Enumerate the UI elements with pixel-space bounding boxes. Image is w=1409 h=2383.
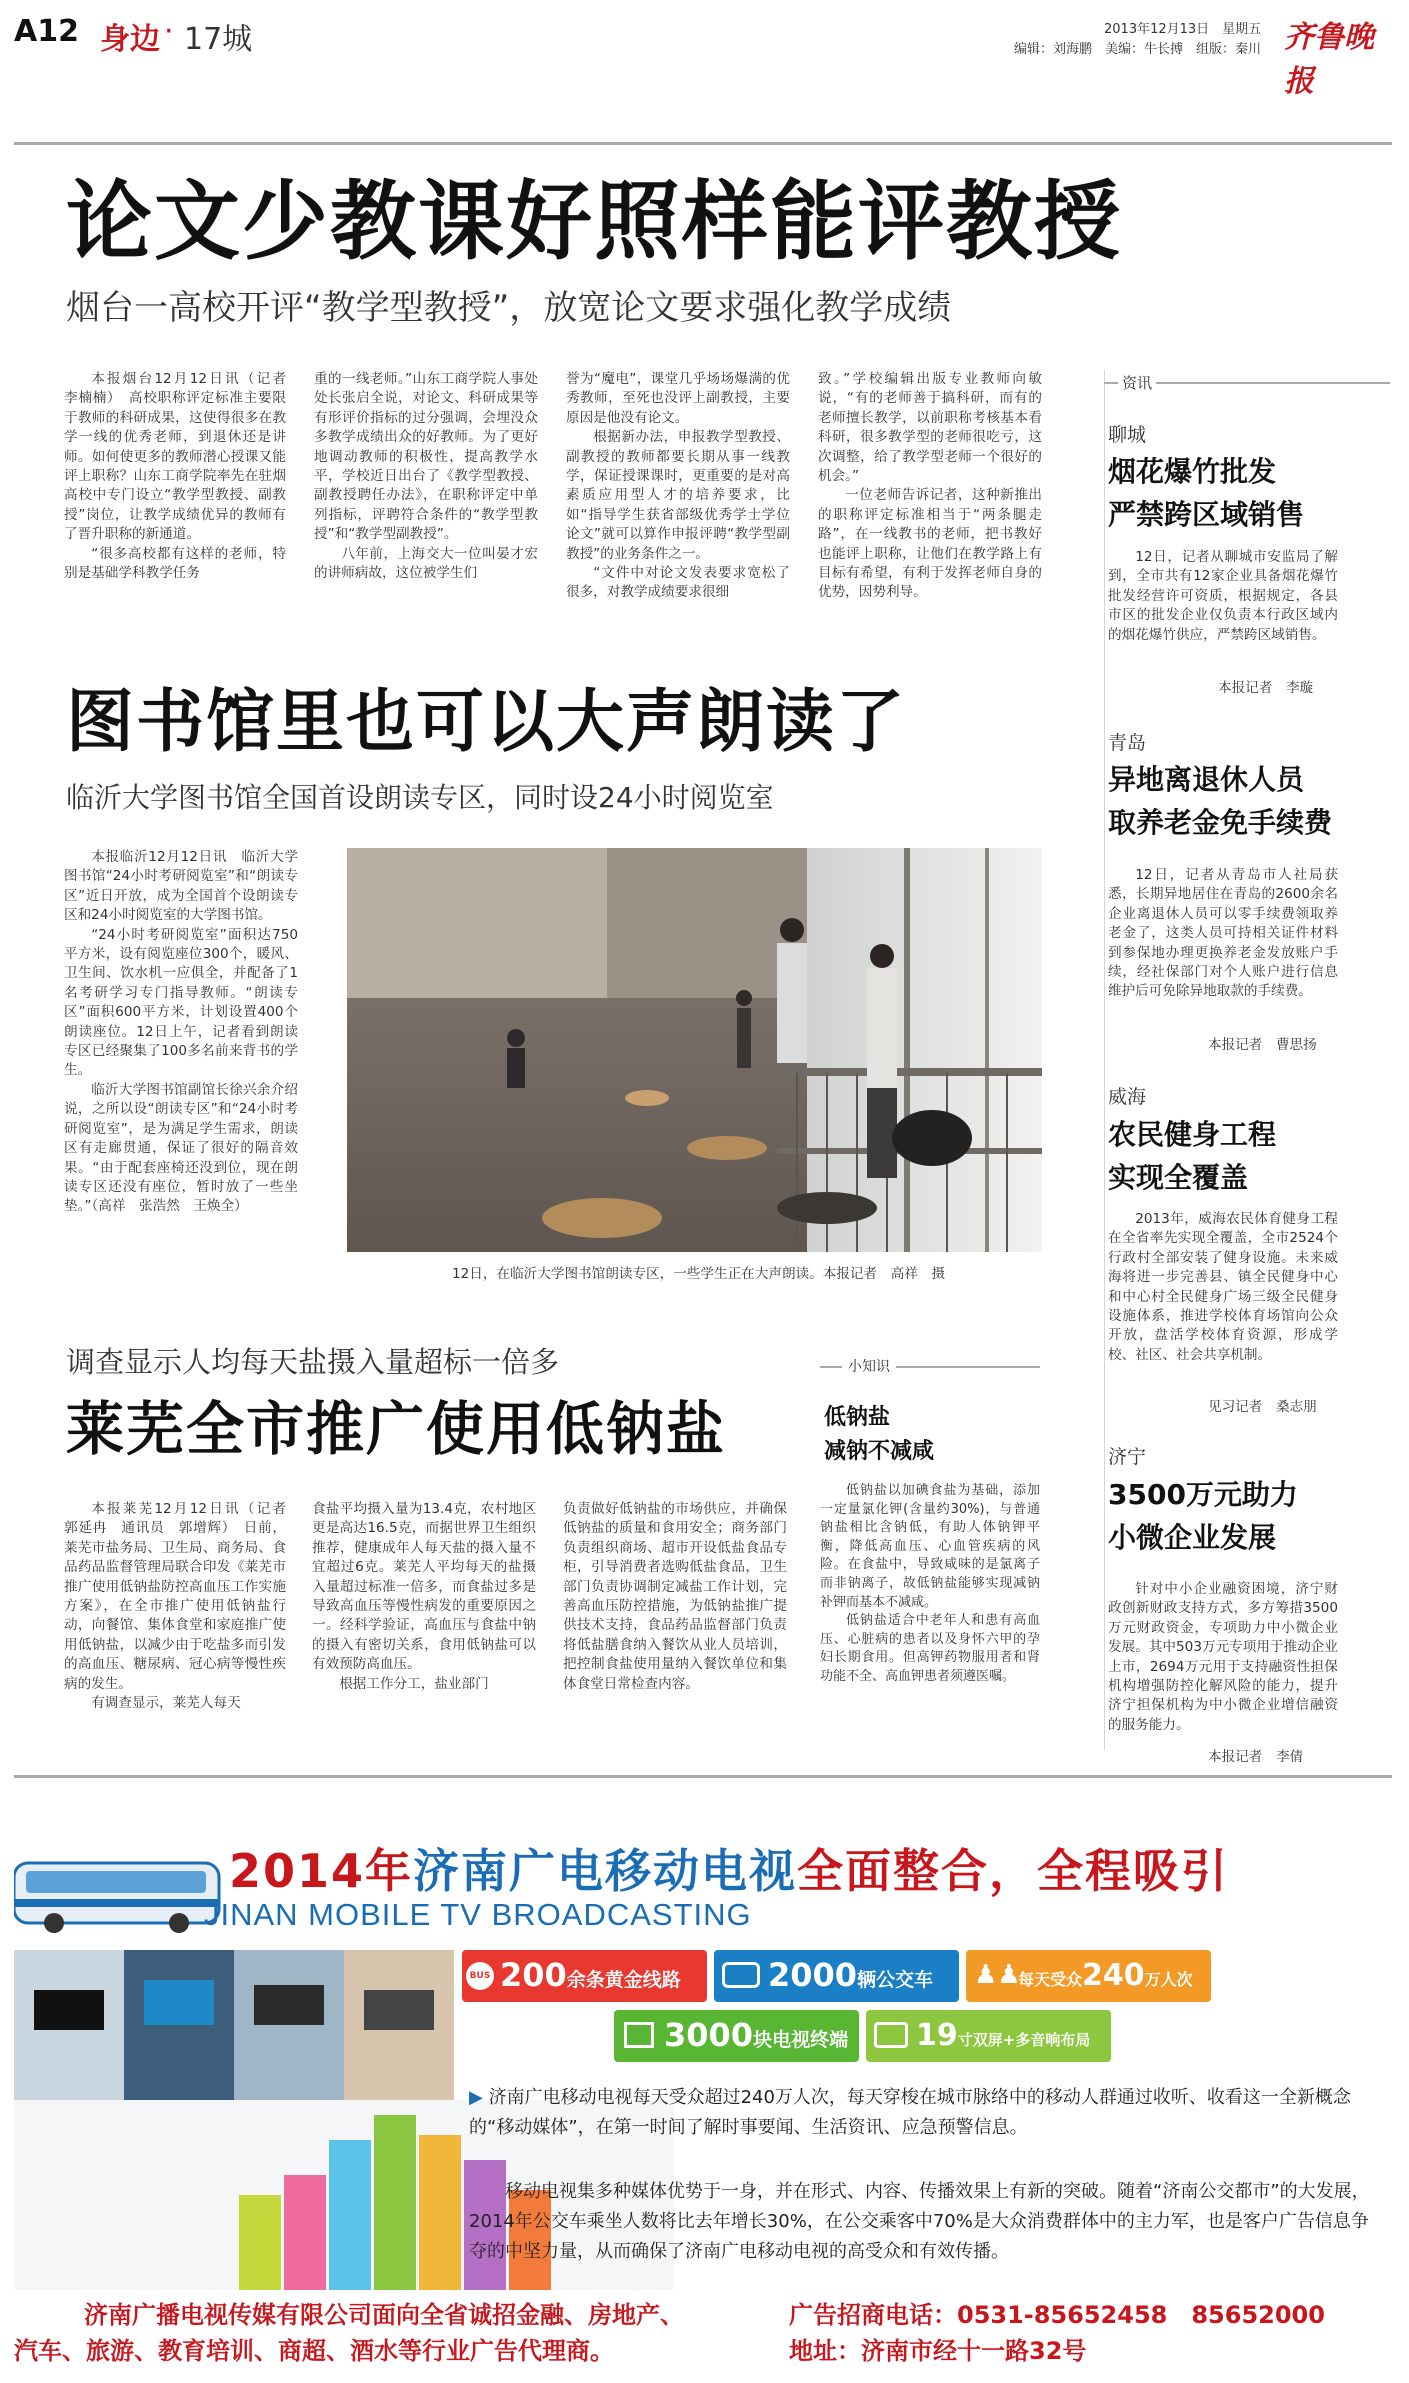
side-headline-4b: 小微企业发展 — [1108, 1521, 1277, 1554]
tip-body: 低钠盐以加碘食盐为基础，添加一定量氯化钾(含量约30%)，与普通钠盐相比含钠低，有助人体钠钾平衡，降低高血压、心血管疾病的风险。在食盐中，导致咸味的是氯离子而非钠离子，故低钠盐能够实现减钠补钾而基本不减咸。 低钠盐适合中老年人和患有高血压、心脏病的患者以及身怀六甲的孕妇长期食用。但高钾药物服用者和肾功能不全、高血钾患者须遵医嘱。 — [820, 1483, 1040, 1684]
library-photo-image — [347, 848, 1042, 1252]
ad-para-1: ▶ 济南广电移动电视每天受众超过240万人次，每天穿梭在城市脉络中的移动人群通过收听、收看这一全新概念的“移动媒体”，在第一时间了解时事要闻、生活资讯、应急预警信息。 — [469, 2087, 1351, 2138]
tv-icon — [874, 2022, 908, 2048]
stat-routes: BUS 200余条黄金线路 — [462, 1950, 707, 2002]
stat-display: 19寸双屏+多音响布局 — [866, 2010, 1111, 2062]
article3-kicker: 调查显示人均每天盐摄入量超标一倍多 — [66, 1345, 560, 1379]
article1-col1: 本报烟台12月12日讯（记者 李楠楠） 高校职称评定标准主要限于教师的科研成果，这使得很多在教学一线的优秀老师，到退休还是讲师。如何使更多的教师潜心授课又能评上职称？山东工商学院率先在驻烟高校中专门设立“教学型教授、副教授”岗位，让教学成绩优异的教师有了晋升职称的新通道。 “很多高校都有这样的老师，特别是基础学科教学任务 — [64, 371, 300, 582]
newspaper-logo: 齐鲁晚报 — [1284, 20, 1374, 99]
section-name: 身边 — [100, 22, 160, 57]
tip-box — [820, 1360, 1044, 1780]
side-headline-3a: 农民健身工程 — [1108, 1118, 1277, 1151]
people-icon: ♟♟ — [974, 1960, 1021, 1990]
ad-bottom-line-2: 汽车、旅游、教育培训、商超、酒水等行业广告代理商。 — [14, 2337, 614, 2365]
side-body-1: 12日，记者从聊城市安监局了解到，全市共有12家企业具备烟花爆竹批发经营许可资质，根据规定，各县市区的批发企业仅负责本行政区域内的烟花爆竹供应，严禁跨区域销售。 — [1108, 549, 1338, 643]
ad-para-2: 移动电视集多种媒体优势于一身，并在形式、内容、传播效果上有新的突破。随着“济南公交都市”的大发展，2014年公交车乘坐人数将比去年增长30%，在公交乘客中70%是大众消费群体中的主力军，也是客户广告信息争夺的中坚力量，从而确保了济南广电移动电视的高受众和有效传播。 — [469, 2181, 1370, 2262]
article1-col4: 致。”学校编辑出版专业教师向敏说，“有的老师善于搞科研，而有的老师擅长教学，以前职称考核基本看科研，很多教学型的老师很吃亏，这次调整，给了教学型老师一个很好的机会。” 一位老师告诉记者，这种新推出的职称评定标准相当于“两条腿走路”，在一线教书的老师，把书教好也能评上职称，让他们在教学路上有目标有希望，有利于发挥老师自身的优势，因势利导。 — [818, 371, 1042, 601]
side-headline-3b: 实现全覆盖 — [1108, 1161, 1249, 1194]
side-headline-2b: 取养老金免手续费 — [1108, 806, 1333, 839]
article2-body: 本报临沂12月12日讯 临沂大学图书馆“24小时考研阅览室”和“朗读专区”近日开放，成为全国首个设朗读专区和24小时阅览室的大学图书馆。 “24小时考研阅览室”面积达750平方米，设有阅览座位300个，暖风、卫生间、饮水机一应俱全，并配备了1名考研学习专门指导教师。“朗读专区”面积600平方米，计划设置400个朗读座位。12日上午，记者看到朗读专区已经聚集了100多名前来背书的学生。 临沂大学图书馆副馆长徐兴余介绍说，之所以设“朗读专区”和“24小时考研阅览室”，是为满足学生需求，朗读区有走廊贯通，保证了很好的隔音效果。“由于配套座椅还没到位，现在朗读专区还没有座位，暂时放了一些坐垫。”（高祥 张浩然 王焕全） — [64, 849, 298, 1215]
advertisement — [14, 1805, 1392, 2371]
ad-bottom-line-1: 济南广播电视传媒有限公司面向全省诚招金融、房地产、 — [84, 2301, 684, 2329]
stat-buses: 2000辆公交车 — [714, 1950, 959, 2002]
article1-col2: 重的一线老师。”山东工商学院人事处处长张启全说，对论文、科研成果等有形评价指标的过分强调，会埋没众多教学成绩出众的好教师。为了更好地调动教师的积极性，提高教学水平，学校近日出台了《教学型教授、副教授聘任办法》，在职称评定中单列指标，评聘符合条件的“教学型教授”和“教学型副教授”。 八年前，上海交大一位叫晏才宏的讲师病故，这位被学生们 — [314, 371, 538, 582]
page-number: A12 — [14, 14, 79, 49]
side-headline-1b: 严禁跨区域销售 — [1108, 498, 1305, 531]
ad-top-rule — [14, 1775, 1392, 1778]
side-city-jining: 济宁 — [1108, 1446, 1147, 1468]
article3-title: 莱芜全市推广使用低钠盐 — [66, 1395, 727, 1463]
article2-title: 图书馆里也可以大声朗读了 — [66, 683, 907, 762]
bus-icon — [14, 1855, 224, 1935]
side-headline-4a: 3500万元助力 — [1108, 1478, 1298, 1511]
section-sub: 17城 — [184, 22, 253, 57]
side-byline-3: 见习记者 桑志朋 — [1208, 1399, 1317, 1415]
side-body-4: 针对中小企业融资困境，济宁财政创新财政支持方式，多方筹措3500万元财政资金，专项助力中小微企业发展。其中503万元专项用于推动企业上市，2694万元用于支持融资性担保机构增强防控化解风险的能力，提升济宁担保机构为中小微企业增信融资的服务能力。 — [1108, 1581, 1338, 1733]
ad-address: 地址：济南市经十一路32号 — [789, 2337, 1087, 2365]
side-body-2: 12日，记者从青岛市人社局获悉，长期异地居住在青岛的2600余名企业离退休人员可以零手续费领取养老金了，这类人员可持相关证件材料到参保地办理更换养老金发放账户手续，经社保部门对个人账户进行信息维护后可免除异地取款的手续费。 — [1108, 867, 1338, 1000]
ad-phone: 广告招商电话：0531-85652458 85652000 — [789, 2301, 1325, 2329]
article2-subtitle: 临沂大学图书馆全国首设朗读专区，同时设24小时阅览室 — [66, 781, 774, 814]
side-headline-1a: 烟花爆竹批发 — [1108, 455, 1277, 488]
side-city-liaocheng: 聊城 — [1108, 424, 1147, 446]
tip-title-1: 低钠盐 — [824, 1405, 891, 1430]
date-line: 2013年12月13日 星期五 — [1104, 22, 1262, 37]
side-label: 资讯 — [1118, 372, 1156, 393]
header-rule — [14, 142, 1392, 145]
article1-title: 论文少教课好照样能评教授 — [66, 172, 1122, 272]
tip-title-2: 减钠不减咸 — [824, 1439, 935, 1464]
ad-english: JINAN MOBILE TV BROADCASTING — [204, 1897, 752, 1932]
side-byline-1: 本报记者 李璇 — [1218, 680, 1314, 696]
ad-photo-strip — [14, 1950, 454, 2100]
side-city-qingdao: 青岛 — [1108, 732, 1147, 754]
bus-front-icon — [722, 1962, 760, 1988]
side-body-3: 2013年，威海农民体育健身工程在全省率先实现全覆盖，全市2524个行政村全部安装了健身设施。未来威海将进一步完善县、镇全民健身中心和中心村全民健身广场三级全民健身设施体系，推进学校体育场馆向公众开放，盘活学校体育资源，形成学校、社区、社会共享机制。 — [1108, 1211, 1338, 1363]
article3-col1: 本报莱芜12月12日讯（记者 郭延冉 通讯员 郭增辉） 日前，莱芜市盐务局、卫生局、商务局、食品药品监督管理局联合印发《莱芜市推广使用低钠盐防控高血压工作实施方案》，在全市推广使用低钠盐行动，向餐馆、集体食堂和家庭推广使用低钠盐，以减少由于吃盐多而引发的高血压、糖尿病、冠心病等慢性疾病的发生。 有调查显示，莱芜人每天 — [64, 1501, 300, 1712]
article1-subtitle: 烟台一高校开评“教学型教授”，放宽论文要求强化教学成绩 — [66, 288, 952, 328]
side-byline-2: 本报记者 曹思扬 — [1208, 1037, 1317, 1053]
side-headline-2a: 异地离退休人员 — [1108, 763, 1305, 796]
tip-label: 小知识 — [842, 1356, 896, 1376]
article3-col2: 食盐平均摄入量为13.4克，农村地区更是高达16.5克，而据世界卫生组织推荐，健康成年人每天盐的摄入量不宜超过6克。莱芜人平均每天的盐摄入量超过标准一倍多，而食盐过多是导致高血压等慢性病发的重要原因之一。经科学验证，高血压与食盐中钠的摄入有密切关系，食用低钠盐可以有效预防高血压。 根据工作分工，盐业部门 — [312, 1501, 536, 1692]
side-city-weihai: 威海 — [1108, 1086, 1147, 1108]
page-header: A12 身边 · 17城 2013年12月13日 星期五 编辑：刘海鹏 美编：牛长搏 组版：秦川 齐鲁晚报 — [14, 10, 1399, 60]
stat-screens: 3000块电视终端 — [614, 2010, 859, 2062]
photo-caption: 12日，在临沂大学图书馆朗读专区，一些学生正在大声朗读。本报记者 高祥 摄 — [452, 1266, 946, 1282]
ad-headline: 2014年济南广电移动电视全面整合，全程吸引 — [229, 1844, 1230, 1898]
article3-col3: 负责做好低钠盐的市场供应，并确保低钠盐的质量和食用安全；商务部门负责组织商场、超市开设低盐食品专柜，引导消费者选购低盐食品，卫生部门负责协调制定减盐工作计划，完善高血压防控措施，为低钠盐推广提供技术支持，食品药品监督部门负责将低盐膳食纳入餐饮从业人员培训，把控制食盐使用量纳入餐饮单位和集体食堂日常检查内容。 — [563, 1501, 787, 1692]
stat-audience: ♟♟ 每天受众240万人次 — [966, 1950, 1211, 2002]
side-byline-4: 本报记者 李倩 — [1208, 1749, 1304, 1765]
library-photo — [347, 848, 1042, 1252]
editor-line: 编辑：刘海鹏 美编：牛长搏 组版：秦川 — [1014, 42, 1262, 57]
article1-col3: 誉为“魔电”，课堂几乎场场爆满的优秀教师，至死也没评上副教授，主要原因是他没有论文。 根据新办法，申报教学型教授、副教授的教师都要长期从事一线教学，保证授课课时，更重要的是对高素质应用型人才的培养要求，比如“指导学生获省部级优秀学士学位论文”就可以算作申报评聘“教学型副教授”的业务条件之一。 “文件中对论文发表要求宽松了很多，对教学成绩要求很细 — [566, 371, 790, 601]
grid-screen-icon — [624, 2022, 654, 2048]
bus-label-icon: BUS — [466, 1962, 494, 1990]
